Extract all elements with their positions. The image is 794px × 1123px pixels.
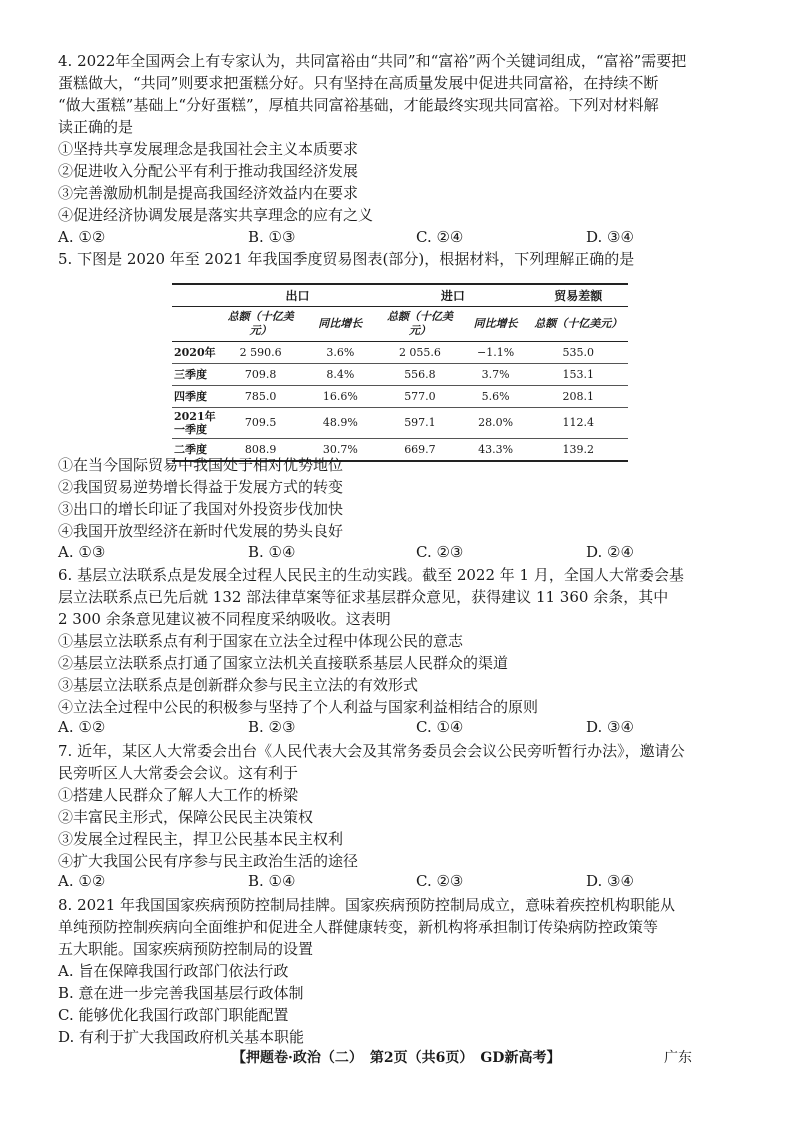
table-row [172,364,628,386]
table-row [172,342,628,364]
option-d: D. ②④ [586,543,634,561]
question-5-statement: ②我国贸易逆势增长得益于发展方式的转变 [58,478,344,496]
table-cell: 597.1 [377,408,463,439]
question-7-line: 7. 近年，某区人大常委会出台《人民代表大会及其常务委员会会议公民旁听暂行办法》，邀请公 [58,742,685,760]
question-5-statement: ③出口的增长印证了我国对外投资步伐加快 [58,500,344,518]
option-c: C. ①④ [416,718,464,736]
option-b: B. ①④ [248,543,296,561]
question-7-statement: ④扩大我国公民有序参与民主政治生活的途径 [58,852,359,870]
option-b: B. ①④ [248,872,296,890]
option-d: D. ③④ [586,872,634,890]
table-cell: 556.8 [377,364,463,386]
column-header: 总额（十亿美元） [529,307,629,342]
table-cell: 3.7% [463,364,529,386]
question-5-stem: 5. 下图是 2020 年至 2021 年我国季度贸易图表(部分)，根据材料，下列理解正确的是 [58,250,635,268]
table-cell: 139.2 [529,439,629,462]
option-d: D. 有利于扩大我国政府机关基本职能 [58,1028,305,1046]
table-corner [172,307,218,342]
table-cell: 3.6% [303,342,377,364]
table-cell: 112.4 [529,408,629,439]
option-b: B. ②③ [248,718,296,736]
question-4-statement: ③完善激励机制是提高我国经济效益内在要求 [58,184,359,202]
table-cell: 2 055.6 [377,342,463,364]
question-6-statement: ②基层立法联系点打通了国家立法机关直接联系基层人民群众的渠道 [58,654,509,672]
question-6-statement: ③基层立法联系点是创新群众参与民主立法的有效形式 [58,676,419,694]
table-cell: 208.1 [529,386,629,408]
question-7-statement: ③发展全过程民主，捍卫公民基本民主权利 [58,830,344,848]
table-cell: 16.6% [303,386,377,408]
table-cell: 5.6% [463,386,529,408]
question-4-line: 读正确的是 [58,118,134,136]
question-4-statement: ①坚持共享发展理念是我国社会主义本质要求 [58,140,359,158]
table-cell: 709.5 [218,408,304,439]
question-6-line: 2 300 余条意见建议被不同程度采纳吸收。这表明 [58,610,391,628]
table-row [172,408,628,439]
table-cell: 8.4% [303,364,377,386]
table-cell: 808.9 [218,439,304,462]
trade-table [172,283,628,462]
question-4-line: 4. 2022年全国两会上有专家认为，共同富裕由“共同”和“富裕”两个关键词组成，“富裕”需要把 [58,52,687,70]
table-cell: −1.1% [463,342,529,364]
question-4-statement: ②促进收入分配公平有利于推动我国经济发展 [58,162,359,180]
option-a: A. ①② [58,718,106,736]
option-c: C. 能够优化我国行政部门职能配置 [58,1006,289,1024]
row-label: 四季度 [172,386,218,408]
row-label: 2020年 [172,342,218,364]
column-header: 总额（十亿美元） [377,307,463,342]
question-4-line: “做大蛋糕”基础上“分好蛋糕”，厚植共同富裕基础，才能最终实现共同富裕。下列对材料解 [58,96,659,114]
group-header-import: 进口 [377,284,528,307]
column-header: 同比增长 [463,307,529,342]
option-a: A. ①② [58,228,106,246]
question-8-line: 单纯预防控制疾病向全面维护和促进全人群健康转变，新机构将承担制订传染病防控政策等 [58,918,659,936]
question-5-statement: ①在当今国际贸易中我国处于相对优势地位 [58,456,344,474]
table-cell: 709.8 [218,364,304,386]
group-header-export: 出口 [218,284,377,307]
table-cell: 28.0% [463,408,529,439]
question-8-line: 五大职能。国家疾病预防控制局的设置 [58,940,314,958]
column-header: 同比增长 [303,307,377,342]
option-a: A. ①② [58,872,106,890]
row-label: 二季度 [172,439,218,462]
question-4-line: 蛋糕做大，“共同”则要求把蛋糕分好。只有坚持在高质量发展中促进共同富裕，在持续不断 [58,74,659,92]
table-cell: 153.1 [529,364,629,386]
table-cell: 669.7 [377,439,463,462]
option-c: C. ②③ [416,872,464,890]
table-cell: 577.0 [377,386,463,408]
footer-region: 广东 [664,1050,692,1066]
option-c: C. ②④ [416,228,464,246]
question-6-line: 6. 基层立法联系点是发展全过程人民民主的生动实践。截至 2022 年 1 月，全国人大常委会基 [58,566,684,584]
question-7-line: 民旁听区人大常委会会议。这有利于 [58,764,299,782]
table-cell: 30.7% [303,439,377,462]
group-header-balance: 贸易差额 [529,284,629,307]
question-7-statement: ①搭建人民群众了解人大工作的桥梁 [58,786,299,804]
question-7-statement: ②丰富民主形式，保障公民民主决策权 [58,808,314,826]
table-cell: 43.3% [463,439,529,462]
table-cell: 48.9% [303,408,377,439]
option-c: C. ②③ [416,543,464,561]
table-cell: 785.0 [218,386,304,408]
table-cell: 535.0 [529,342,629,364]
option-b: B. ①③ [248,228,296,246]
table-corner [172,284,218,307]
option-d: D. ③④ [586,228,634,246]
question-6-statement: ①基层立法联系点有利于国家在立法全过程中体现公民的意志 [58,632,464,650]
question-5-statement: ④我国开放型经济在新时代发展的势头良好 [58,522,344,540]
question-4-statement: ④促进经济协调发展是落实共享理念的应有之义 [58,206,374,224]
question-6-line: 层立法联系点已先后就 132 部法律草案等征求基层群众意见，获得建议 11 360 余条，其中 [58,588,669,606]
question-6-statement: ④立法全过程中公民的积极参与坚持了个人利益与国家利益相结合的原则 [58,698,539,716]
row-label: 三季度 [172,364,218,386]
row-label: 2021年一季度 [172,408,218,439]
option-b: B. 意在进一步完善我国基层行政体制 [58,984,304,1002]
table-row [172,386,628,408]
page-footer: 【押题卷·政治（二） 第2页（共6页） GD新高考】 [232,1050,561,1066]
option-a: A. 旨在保障我国行政部门依法行政 [58,962,289,980]
table-cell: 2 590.6 [218,342,304,364]
option-d: D. ③④ [586,718,634,736]
option-a: A. ①③ [58,543,106,561]
question-8-line: 8. 2021 年我国国家疾病预防控制局挂牌。国家疾病预防控制局成立，意味着疾控机构职能从 [58,896,676,914]
column-header: 总额（十亿美元） [218,307,304,342]
